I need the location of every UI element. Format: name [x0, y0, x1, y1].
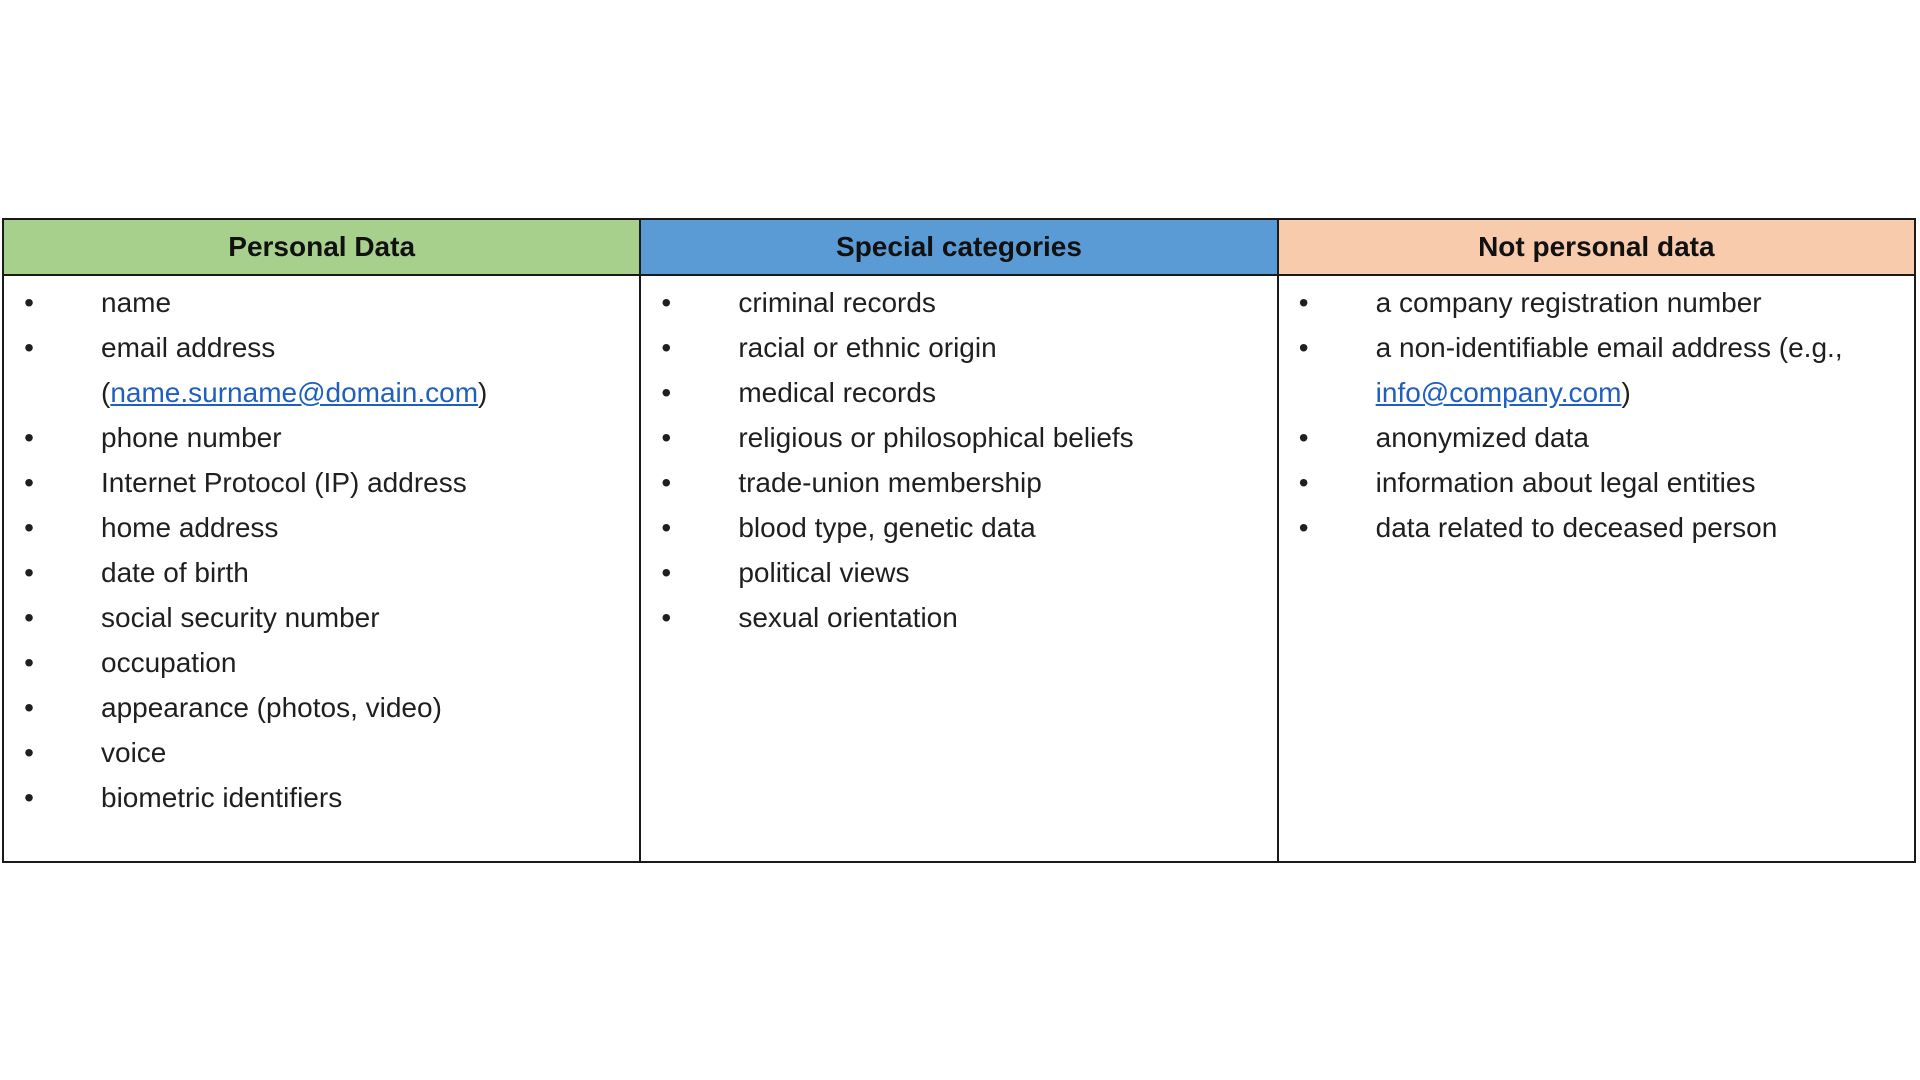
bullet-icon: •: [1298, 422, 1309, 453]
bullet-icon: •: [24, 647, 34, 678]
special-categories-cell: [640, 275, 1277, 862]
list-item: • medical records: [641, 370, 1276, 415]
bullet-icon: •: [661, 602, 672, 633]
bullet-icon: •: [24, 692, 34, 723]
bullet-icon: •: [24, 782, 34, 813]
list-item: • information about legal entities: [1279, 460, 1914, 505]
not-personal-data-list: [1279, 276, 1914, 550]
list-item: • a company registration number: [1279, 280, 1914, 325]
bullet-icon: •: [24, 557, 34, 588]
list-item: • anonymized data: [1279, 415, 1914, 460]
data-classification-table: [2, 218, 1916, 863]
list-item: • biometric identifiers: [4, 775, 639, 820]
list-item: • religious or philosophical beliefs: [641, 415, 1276, 460]
list-item: • a non-identifiable email address (e.g., info@company.com): [1279, 325, 1914, 415]
bullet-icon: •: [24, 602, 34, 633]
list-item: • occupation: [4, 640, 639, 685]
list-item: • social security number: [4, 595, 639, 640]
bullet-icon: •: [24, 512, 34, 543]
special-categories-header: Special categories: [640, 219, 1277, 275]
bullet-icon: •: [661, 377, 672, 408]
personal-data-cell: [3, 275, 640, 862]
not-personal-data-header: Not personal data: [1278, 219, 1915, 275]
list-item: • Internet Protocol (IP) address: [4, 460, 639, 505]
list-item: • political views: [641, 550, 1276, 595]
bullet-icon: •: [661, 422, 672, 453]
header-row: [3, 219, 1915, 275]
list-item: • email address (name.surname@domain.com): [4, 325, 639, 415]
bullet-icon: •: [24, 737, 34, 768]
personal-data-header: Personal Data: [3, 219, 640, 275]
list-item: • home address: [4, 505, 639, 550]
list-item: • appearance (photos, video): [4, 685, 639, 730]
bullet-icon: •: [1298, 512, 1309, 543]
bullet-icon: •: [24, 422, 34, 453]
bullet-icon: •: [661, 332, 672, 363]
email-link[interactable]: name.surname@domain.com: [110, 377, 479, 408]
not-personal-data-cell: [1278, 275, 1915, 862]
bullet-icon: •: [24, 287, 34, 318]
list-item: • voice: [4, 730, 639, 775]
bullet-icon: •: [24, 332, 34, 363]
list-item: • phone number: [4, 415, 639, 460]
bullet-icon: •: [1298, 332, 1309, 363]
list-item: • name: [4, 280, 639, 325]
bullet-icon: •: [661, 557, 672, 588]
bullet-icon: •: [661, 512, 672, 543]
list-item: • trade-union membership: [641, 460, 1276, 505]
list-item: • sexual orientation: [641, 595, 1276, 640]
bullet-icon: •: [1298, 287, 1309, 318]
list-item: • criminal records: [641, 280, 1276, 325]
list-item: • racial or ethnic origin: [641, 325, 1276, 370]
special-categories-list: [641, 276, 1276, 640]
bullet-icon: •: [661, 287, 672, 318]
list-item: • date of birth: [4, 550, 639, 595]
bullet-icon: •: [661, 467, 672, 498]
list-item: • blood type, genetic data: [641, 505, 1276, 550]
bullet-icon: •: [1298, 467, 1309, 498]
email-link[interactable]: info@company.com: [1375, 377, 1622, 408]
content-row: [3, 275, 1915, 862]
list-item: • data related to deceased person: [1279, 505, 1914, 550]
personal-data-list: [4, 276, 639, 820]
bullet-icon: •: [24, 467, 34, 498]
